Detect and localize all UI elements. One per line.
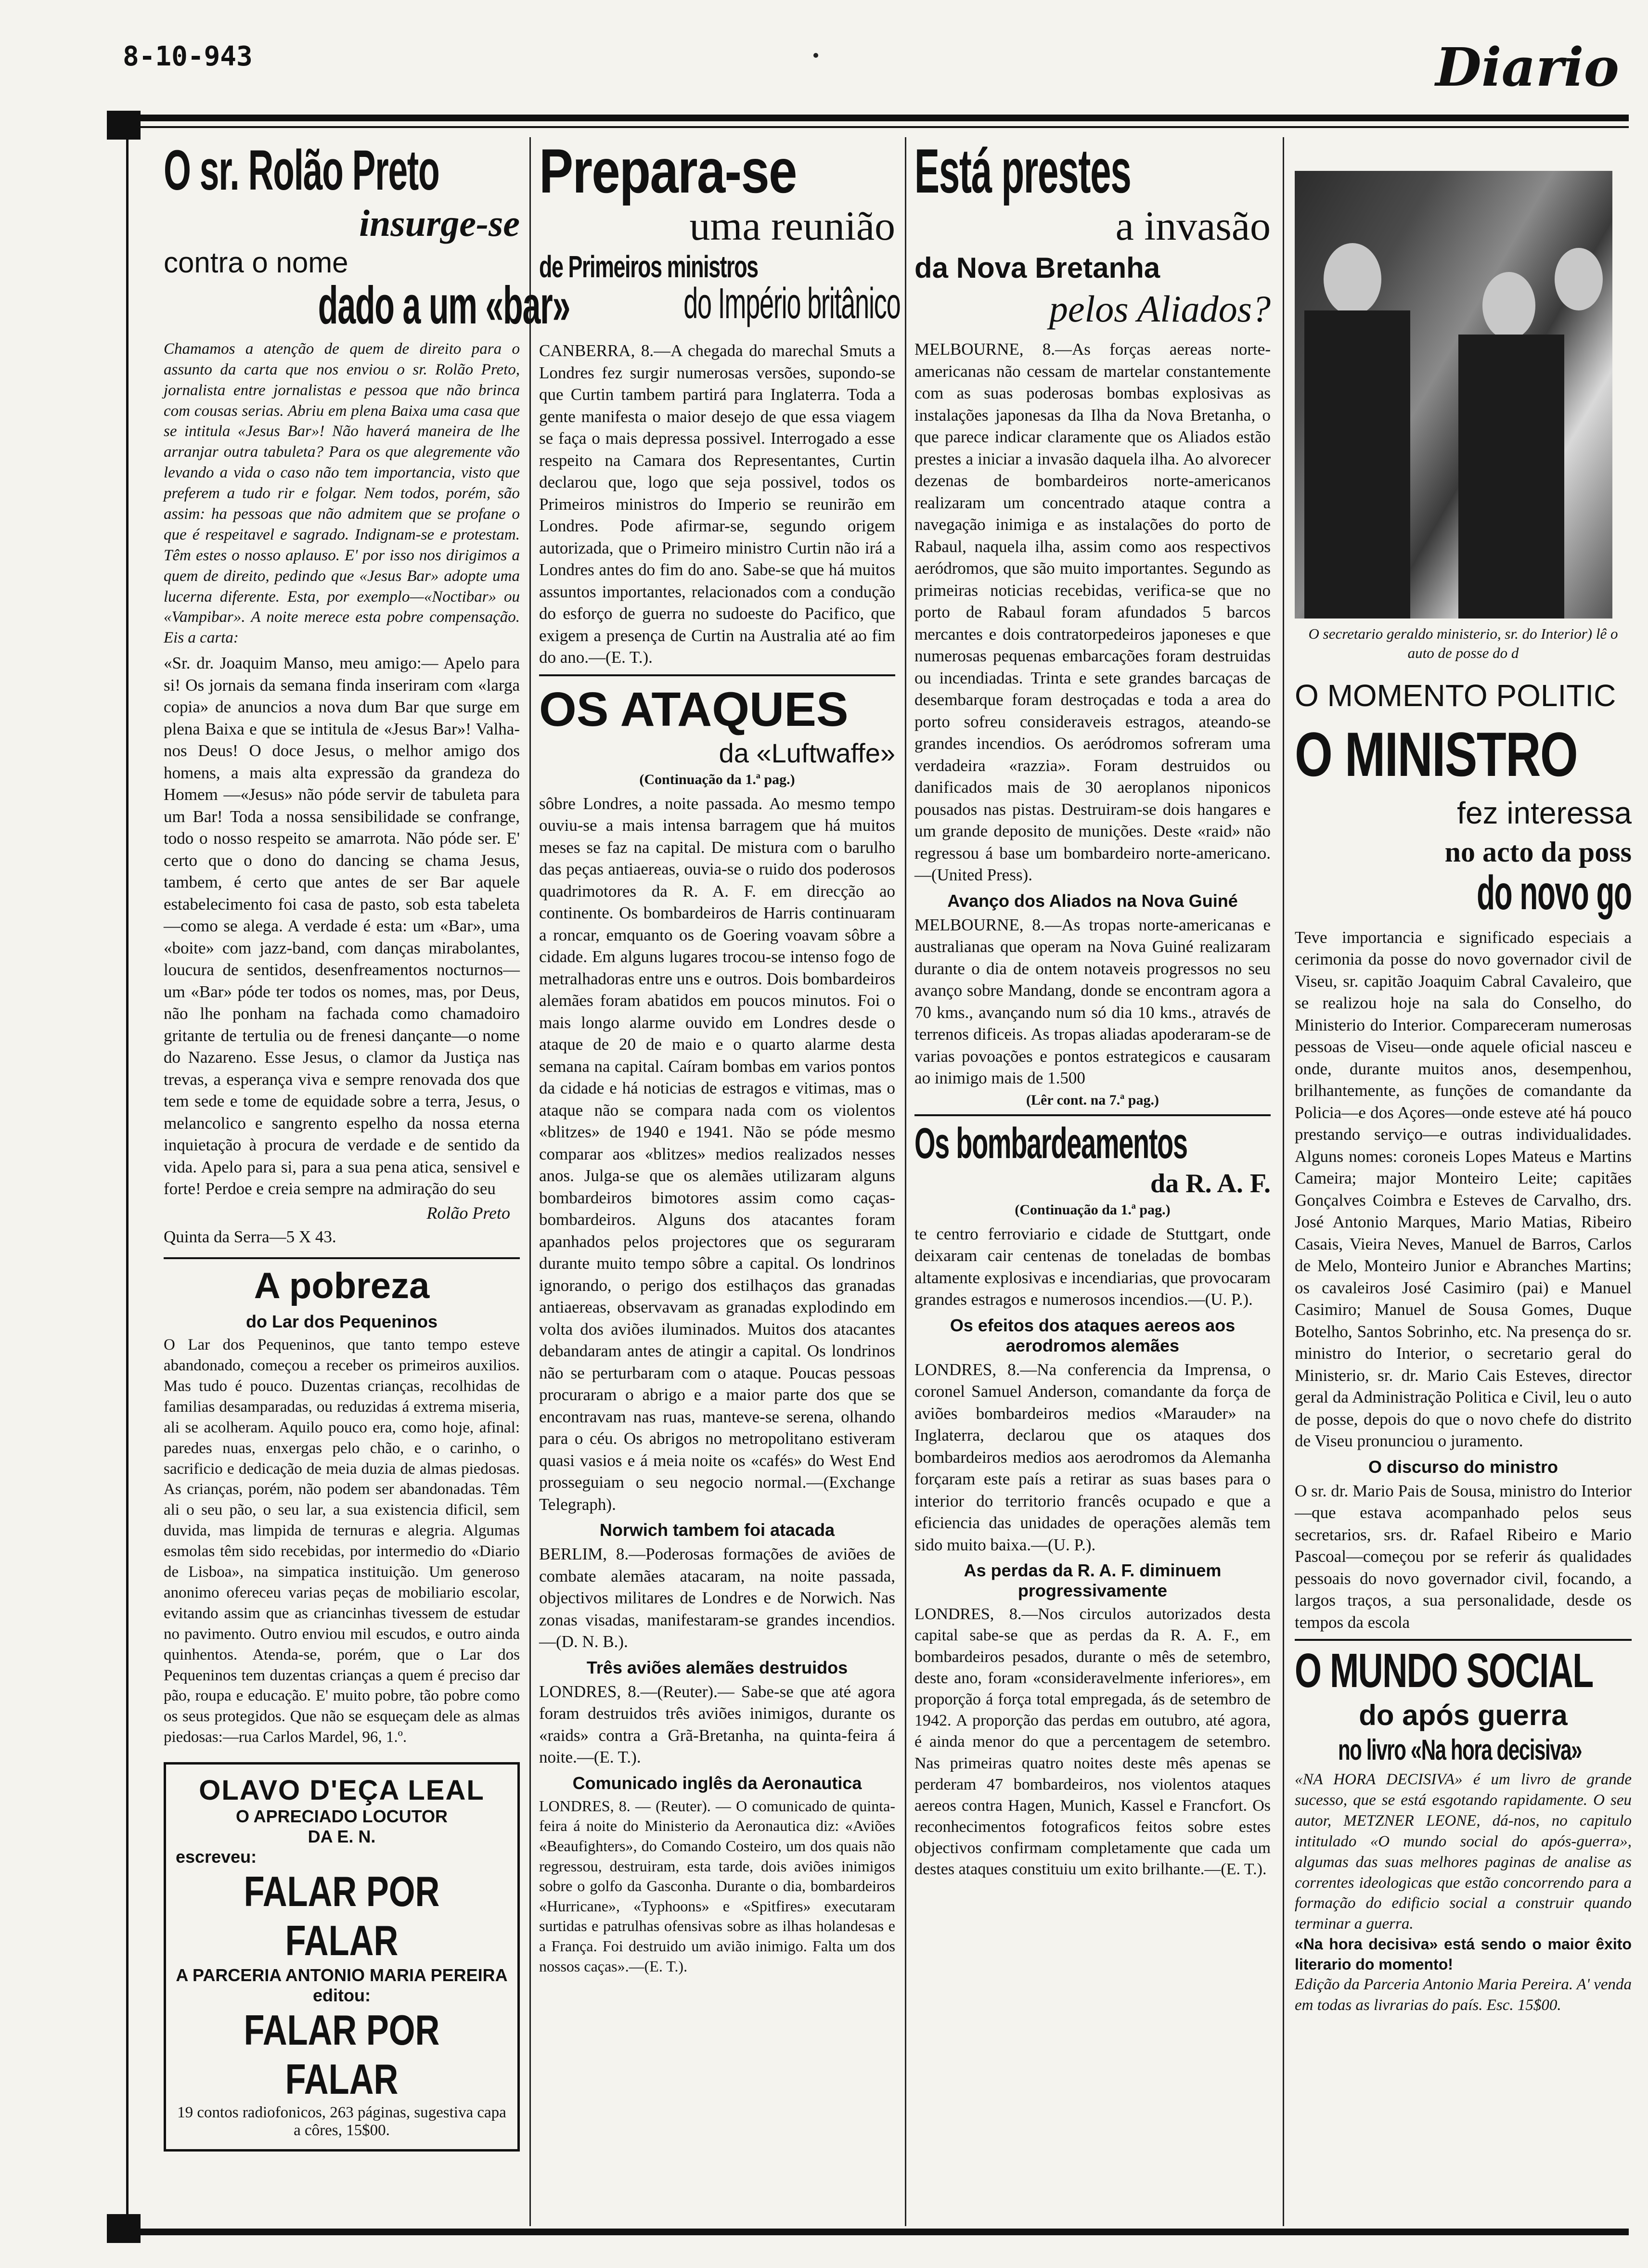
headline-line1: Prepara-se (539, 136, 797, 206)
avanco-body: MELBOURNE, 8.—As tropas norte-americanas e australianas que operam na Nova Guiné realizaram durante o dia de ontem notaveis progressos no seu avanço sobre Mandang, donde se encontram agora a 70 kms., avançando num só dia 10 kms., através de terrenos dificeis. As tropas aliadas apoderaram-se de varias povoações e pontos estrategicos e causaram ao inimigo mais de 1.500 (914, 915, 1271, 1088)
headline-line2: a invasão (1115, 203, 1271, 249)
discurso-title: O discurso do ministro (1368, 1456, 1558, 1477)
ministro-body: Teve importancia e significado especiais a cerimonia da posse do novo governador civil de Viseu, sr. capitão Joaquim Cabral Cavaleiro, que se realizou hoje na sala do Conselho, do Ministerio do Interior. Compareceram numerosas pessoas de Viseu—onde aquele oficial nasceu e onde, durante muitos anos, desempenhou, brilhantemente, as funções de comandante da Policia—e dos Açores—onde esteve até há pouco prestando serviço—e outras individualidades. Alguns nomes: coroneis Lopes Mateus e Martins Cameira; major Monteiro Leite; capitães Gonçalves Coimbra e Esteves de Carvalho, drs. José Antonio Marques, Mario Matias, Ribeiro Casais, Vieira Neves, Manuel de Barros, Carlos de Melo, Monteiro Junior e Abranches Martins; os cavaleiros José Casimiro (pai) e Manuel Casimiro; Manuel de Sousa Gomes, Duque Botelho, Santos Sobrinho, etc. Na presença do sr. ministro do Interior, o secretario geral do Ministerio, sr. dr. Mario Cais Esteves, director geral da Administração Politica e Civil, leu o auto de posse, depois do que o novo chefe do distrito de Viseu pronunciou o juramento. (1295, 928, 1632, 1451)
pobreza-title: A pobreza (254, 1265, 430, 1307)
photo-figure (1482, 272, 1535, 339)
headline-line2: insurge-se (359, 202, 520, 244)
mundo-social-highlight: «Na hora decisiva» está sendo o maior êxito literario do momento! (1295, 1935, 1632, 1973)
perdas-title: As perdas da R. A. F. diminuem progressivamente (964, 1560, 1222, 1601)
column-separator-2 (905, 137, 906, 2226)
tres-avioes-body: LONDRES, 8.—(Reuter).— Sabe-se que até agora foram destruidos três aviões inimigos, durante os «raids» contra a Grã-Bretanha, na quinta-feira á noite.—(E. T.). (539, 1682, 895, 1767)
avanco-title: Avanço dos Aliados na Nova Guiné (947, 890, 1238, 911)
column-momento-politico (1295, 137, 1632, 2016)
section-rule (914, 1114, 1271, 1116)
masthead: Diario (1435, 36, 1619, 98)
top-rule (108, 115, 1629, 121)
signature: Rolão Preto (426, 1203, 510, 1223)
novo-line: do novo go (1477, 865, 1632, 920)
news-photo (1295, 171, 1612, 619)
column-rolao-preto (164, 137, 570, 2152)
headline-line4: pelos Aliados? (1049, 288, 1271, 330)
corner-marker-top (107, 111, 141, 140)
interessa-line: fez interessa (1457, 795, 1632, 830)
headline-line2: uma reunião (689, 203, 895, 249)
photo-caption: O secretario geraldo ministerio, sr. do Interior) lê o auto de posse do d (1308, 625, 1618, 662)
book-advert (164, 1762, 520, 2152)
pobreza-subtitle: do Lar dos Pequeninos (245, 1312, 438, 1332)
mundo-social-subtitle: do após guerra (1359, 1699, 1568, 1732)
photo-figure (1304, 310, 1410, 619)
issue-date: 8-10-943 (123, 41, 253, 72)
bombardeamentos-body: te centro ferroviario e cidade de Stuttgart, onde deixaram cair centenas de toneladas de bombas altamente explosivas e incendiarias, que provocaram grandes estragos e numerosos incendios.—(U. P.). (914, 1224, 1271, 1309)
acto-line: no acto da poss (1444, 836, 1632, 868)
headline-line4: dado a um «bar» (318, 275, 570, 335)
comunicado-title: Comunicado inglês da Aeronautica (572, 1773, 862, 1793)
column-imperio (539, 136, 901, 1976)
article-letter: «Sr. dr. Joaquim Manso, meu amigo:— Apelo para si! Os jornais da semana finda inseriram com «larga copia» de anuncios a nova dum Bar que surge em plena Baixa e que se intitula de «Jesus Bar»! Valha-nos Deus! O doce Jesus, o melhor amigo dos homens, a mais alta expressão da grandeza do Homem —«Jesus» não póde servir de tabuleta para um Bar! Toda a nossa sensibilidade se confrange, todo o nosso respeito se amarrota. Não póde ser. E' certo que o dono do dancing se chama Jesus, tambem, é certo que antes de ser Bar aquele estabelecimento foi casa de pasto, sob esta tabeleta—como se alega. A verdade é esta: um «Bar», uma «boite» com jazz-band, com danças mirabolantes, loucura de sentidos, desenfreamentos nocturnos—um «Bar» póde ter todos os nomes, mas, por Deus, não lhe ponham na fachada como chamadoiro gritante de tertulia ou de frenesi dançante—o nome do Nazareno. Esse Jesus, o clamor da Justiça nas trevas, a esperança viva e sempre renovada dos que tem sede e tome de equidade sobre a terra, Jesus, o melancolico e sangrento espelho da nossa eterna inquietação à procura de verdade e de sentido da vida. Apelo para si, para a sua pena atica, sensivel e forte! Perdoe e creia sempre na admiração do seu (164, 654, 520, 1198)
tres-avioes-title: Três aviões alemães destruidos (586, 1657, 848, 1677)
ataques-body: sôbre Londres, a noite passada. Ao mesmo tempo ouviu-se a mais intensa barragem que há muitos meses se faz na capital. De mistura com o barulho das peças antiaereas, ouvia-se o ruido dos poderosos quadrimotores da R. A. F. em direcção ao continente. Os bombardeiros de Harris continuaram a roncar, emquanto os de Goering voavam sôbre a cidade. Em alguns lugares trocou-se intenso fogo de metralhadoras entre uns e outros. Dois bombardeiros alemães foram abatidos em poucos minutos. Foi o mais longo alarme ouvido em Londres desde o ataque de 20 de maio e o quarto alarme desta semana na capital. Caíram bombas em varios pontos da cidade e há noticias de estragos e vitimas, mas o ataque não se compara nada com os violentos «blitzes» de 1940 e 1941. Não se póde mesmo comparar aos «blitzes» medios realizados nesses anos. Julga-se que os alemães utilizaram alguns bombardeiros bimotores assim como caças-bombardeiros. Alguns dos atacantes foram apanhados pelos projectores que os seguraram durante muito tempo sôbre a capital. Os londrinos ignorando, o perigo dos estilhaços das granadas antiaereas, observavam as granadas explodindo em volta dos aviões iluminados. Muitos dos atacantes debandaram antes de atingir a capital. Os londrinos não se perturbaram com o ataque. Poucas pessoas procuraram o abrigo e a maior parte dos que se encontravam nas ruas, manteve-se serena, olhando para o céu. Os abrigos no metropolitano estiveram quasi vasios e á meia noite os «cafés» do West End prosseguiam o seu negocio normal.—(Exchange Telegraph). (539, 794, 895, 1514)
section-rule (164, 1257, 520, 1259)
ad-author: OLAVO D'EÇA LEAL (199, 1775, 485, 1806)
comunicado-body: LONDRES, 8. — (Reuter). — O comunicado de quinta-feira á noite do Ministerio da Aeronautica diz: «Aviões «Beaufighters», do Comando Costeiro, um dos quais não regressou, destruiram, esta tarde, dois aviões inimigos sobre o golfo da Gasconha. Durante o dia, bombardeiros «Hurricane», «Typhoons» e «Spitfires» executaram surtidas e patrulhas ofensivas sobre as ilhas holandesas e a França. Foi destruido um avião inimigo. Falta um dos nossos caças».—(E. T.). (539, 1797, 895, 1975)
mundo-social-title: O MUNDO SOCIAL (1295, 1644, 1593, 1698)
bombardeamentos-title: Os bombardeamentos (914, 1119, 1187, 1168)
norwich-body: BERLIM, 8.—Poderosas formações de aviões de combate alemães atacaram, na noite passada, objectivos militares de Londres e de Norwich. Nas zonas visadas, manifestaram-se grandes incendios.—(D. N. B.). (539, 1545, 895, 1651)
article-body: MELBOURNE, 8.—As forças aereas norte-americanas não cessam de martelar constantemente com as suas poderosas bombas explosivas as instalações japonesas da Ilha da Nova Bretanha, o que parece indicar claramente que os Aliados estão prestes a iniciar a invasão daquela ilha. Ao alvorecer dezenas de bombardeiros norte-americanos realizaram um concentrado ataque contra a navegação inimiga e as instalações do porto de Rabaul, naquela ilha, assim como aos respectivos aeródromos, que são muito importantes. Segundo as primeiras noticias recebidas, verifica-se que no porto de Rabaul foram afundados 5 barcos mercantes e dois contratorpedeiros japoneses e que numerosas pequenas embarcações foram destruidas ou incendiadas. Trinta e sete grandes barcaças de desembarque foram destroçadas e toda a area do porto sofreu consideraveis estragos, ateando-se grandes incendios. Os aeródromos sofreram uma verdadeira «razzia». Foram destruidos ou danificados mais de 30 aeroplanos niponicos pousados nas pistas. Destruiram-se dois hangares e um grande deposito de munições. Deste «raid» não regressou á base um bombardeiro norte-americano.—(United Press). (914, 340, 1271, 885)
section-rule (1295, 1639, 1632, 1641)
letter-place-date: Quinta da Serra—5 X 43. (164, 1227, 336, 1246)
discurso-body: O sr. dr. Mario Pais de Sousa, ministro do Interior—que estava acompanhado pelos seus secretarios, srs. dr. Rafael Ribeiro e Mario Pascoal—começou por se referir ás qualidades pessoais do novo governador civil, focando, a largos traços, a sua personalidade, desde os tempos da escola (1295, 1481, 1632, 1632)
momento-kicker: O MOMENTO POLITIC (1295, 678, 1616, 713)
headline-line4-wrap (539, 280, 901, 330)
headline-line3: da Nova Bretanha (914, 252, 1160, 284)
ad-details: 19 contos radiofonicos, 263 páginas, sugestiva capa a côres, 15$00. (177, 2104, 506, 2139)
photo-figure (1458, 335, 1564, 619)
ad-role: O APRECIADO LOCUTOR (235, 1806, 448, 1827)
headline-line3: de Primeiros ministros (539, 249, 758, 284)
norwich-title: Norwich tambem foi atacada (599, 1520, 835, 1540)
mundo-social-body: «NA HORA DECISIVA» é um livro de grande sucesso, que se está esgotando rapidamente. O seu autor, METZNER LEONE, dá-nos, no capitulo intitulado «O mundo social do após-guerra», algumas das suas melhores paginas de analise as correntes ideologicas que estão concorrendo para a formação do edificio social a construir quando terminar a guerra. (1295, 1771, 1632, 1933)
headline-line4: do Império britânico (683, 280, 901, 328)
ataques-title: OS ATAQUES (539, 682, 849, 736)
mundo-social-subtitle-2: no livro «Na hora decisiva» (1338, 1734, 1582, 1766)
ad-wrote: escreveu: (176, 1847, 257, 1867)
novo-line-wrap (1295, 865, 1632, 922)
ink-dot (813, 53, 818, 58)
headline-line3: contra o nome (164, 246, 348, 279)
column-separator-3 (1283, 137, 1284, 2226)
left-border-rule (126, 126, 129, 2229)
headline-line1: O sr. Rolão Preto (164, 139, 439, 202)
continuation-note: (Continuação da 1.ª pag.) (639, 771, 795, 787)
efeitos-title: Os efeitos dos ataques aereos aos aerodromos alemães (950, 1315, 1236, 1355)
ad-publisher: A PARCERIA ANTONIO MARIA PEREIRA editou: (176, 1965, 508, 2006)
mundo-social-edition: Edição da Parceria Antonio Maria Pereira. A' venda em todas as livrarias do país. Esc. 15$00. (1295, 1976, 1632, 2014)
column-nova-bretanha (914, 137, 1271, 1881)
photo-figure (1555, 248, 1603, 310)
pobreza-body: O Lar dos Pequeninos, que tanto tempo esteve abandonado, começou a receber os primeiros auxilios. Mas tudo é pouco. Duzentas crianças, recolhidas de familias desamparadas, ou reduzidas á extrema miseria, ali se acolheram. Aquilo pouco era, como hoje, afinal: paredes nuas, enxergas pelo chão, e o carinho, o sacrificio e dedicação de meia duzia de almas piedosas. As crianças, porém, não podem ser abandonadas. Têm ali o seu pão, o seu lar, a sua existencia dificil, sem duvida, mas limpida de ternuras e alegria. Algumas esmolas têm sido recebidas, por intermedio do «Diario de Lisboa», na simpatica instituição. Um generoso anonimo ofereceu varias peças de mobiliario escolar, evitando assim que as criancinhas tivessem de estudar no pavimento. Outro enviou mil escudos, e outro ainda quinhentos. Atenda-se, porém, que o Lar dos Pequeninos tem duzentas crianças a quem é preciso dar pão, roupa e educação. E' muito pobre, tão pobre como os seus protegidos. Que não se esqueçam dele as almas piedosas:—rua Carlos Mardel, 96, 1.º. (164, 1336, 520, 1746)
column-separator-1 (529, 137, 531, 2226)
ad-org: DA E. N. (308, 1827, 376, 1847)
ministro-headline: O MINISTRO (1295, 719, 1578, 789)
efeitos-body: LONDRES, 8.—Na conferencia da Imprensa, o coronel Samuel Anderson, comandante da força de aviões bombardeiros medios «Marauder» na Inglaterra, declarou que os ataques dos bombardeiros medios aos aerodromos da Alemanha forçaram este país a retirar as suas bases para o interior do territorio francês ocupado e que a eficiencia das unidades de operações alemãs tem sido muito baixa.—(U. P.). (914, 1360, 1271, 1554)
article-body: CANBERRA, 8.—A chegada do marechal Smuts a Londres fez surgir numerosas versões, supondo-se que Curtin tambem partirá para Inglaterra. Toda a gente manifesta o maior desejo de que essa viagem se faça o mais depressa possivel. Interrogado a esse respeito na Camara dos Representantes, Curtin declarou que, logo que seja possivel, todos os Primeiros ministros do Imperio se reunirão em Londres. Pode afirmar-se, segundo origem autorizada, que o Primeiro ministro Curtin não irá a Londres antes do fim do ano. Sabe-se que há muitos assuntos importantes, relacionados com a condução do esforço de guerra no sudoeste do Pacifico, que exigem a presença de Curtin na Australia até ao fim do ano.—(E. T.). (539, 341, 895, 667)
bombardeamentos-subtitle: da R. A. F. (1150, 1168, 1271, 1198)
bottom-rule (108, 2229, 1629, 2235)
ad-book-title-2: FALAR POR FALAR (244, 2006, 440, 2103)
top-rule-thin (108, 126, 1629, 128)
ataques-subtitle: da «Luftwaffe» (719, 737, 895, 768)
perdas-body: LONDRES, 8.—Nos circulos autorizados desta capital sabe-se que as perdas da R. A. F., em bombardeiros pesados, durante o mês de setembro, deste ano, foram «consideravelmente inferiores», em proporção á força total empregada, ás de setembro de 1942. A proporção das perdas em outubro, até agora, é ainda menor do que a percentagem de setembro. Nas primeiras quatro noites deste mês apenas se perderam 47 bombardeiros, nos violentos ataques aereos contra Hagen, Munich, Kassel e Francfort. Os reconhecimentos fotograficos feitos sobre estes objectivos confirmam completamente que cada um destes ataques constituiu um exito brilhante.—(E. T.). (914, 1605, 1271, 1879)
headline-line4-wrap (164, 275, 570, 335)
continuation-note: (Lêr cont. na 7.ª pag.) (1026, 1092, 1159, 1108)
ad-book-title-1: FALAR POR FALAR (244, 1868, 440, 1965)
headline-line1: Está prestes (914, 136, 1131, 206)
section-rule (539, 674, 895, 676)
continuation-note-2: (Continuação da 1.ª pag.) (1015, 1201, 1171, 1218)
photo-figure (1324, 243, 1381, 315)
article-intro: Chamamos a atenção de quem de direito para o assunto da carta que nos enviou o sr. Rolão Preto, jornalista entre jornalistas e pessoa que não brinca com cousas serias. Abriu em plena Baixa uma casa que se intitula «Jesus Bar»! Não haverá maneira de lhe arranjar outra tabuleta? Para os que alegremente vão levando a vida o caso não tem importancia, visto que preferem a tudo rir e folgar. Nem todos, porém, são assim: ha pessoas que não admitem que se profane o que é respeitavel e sagrado. Indignam-se e protestam. Têm estes o nosso aplauso. E' por isso nos dirigimos a quem de direito, pedindo que «Jesus Bar» adopte uma lucerna diferente. Esta, por exemplo—«Noctibar» ou «Vampibar». A noite merece esta pobre compensação. Eis a carta: (164, 340, 520, 647)
